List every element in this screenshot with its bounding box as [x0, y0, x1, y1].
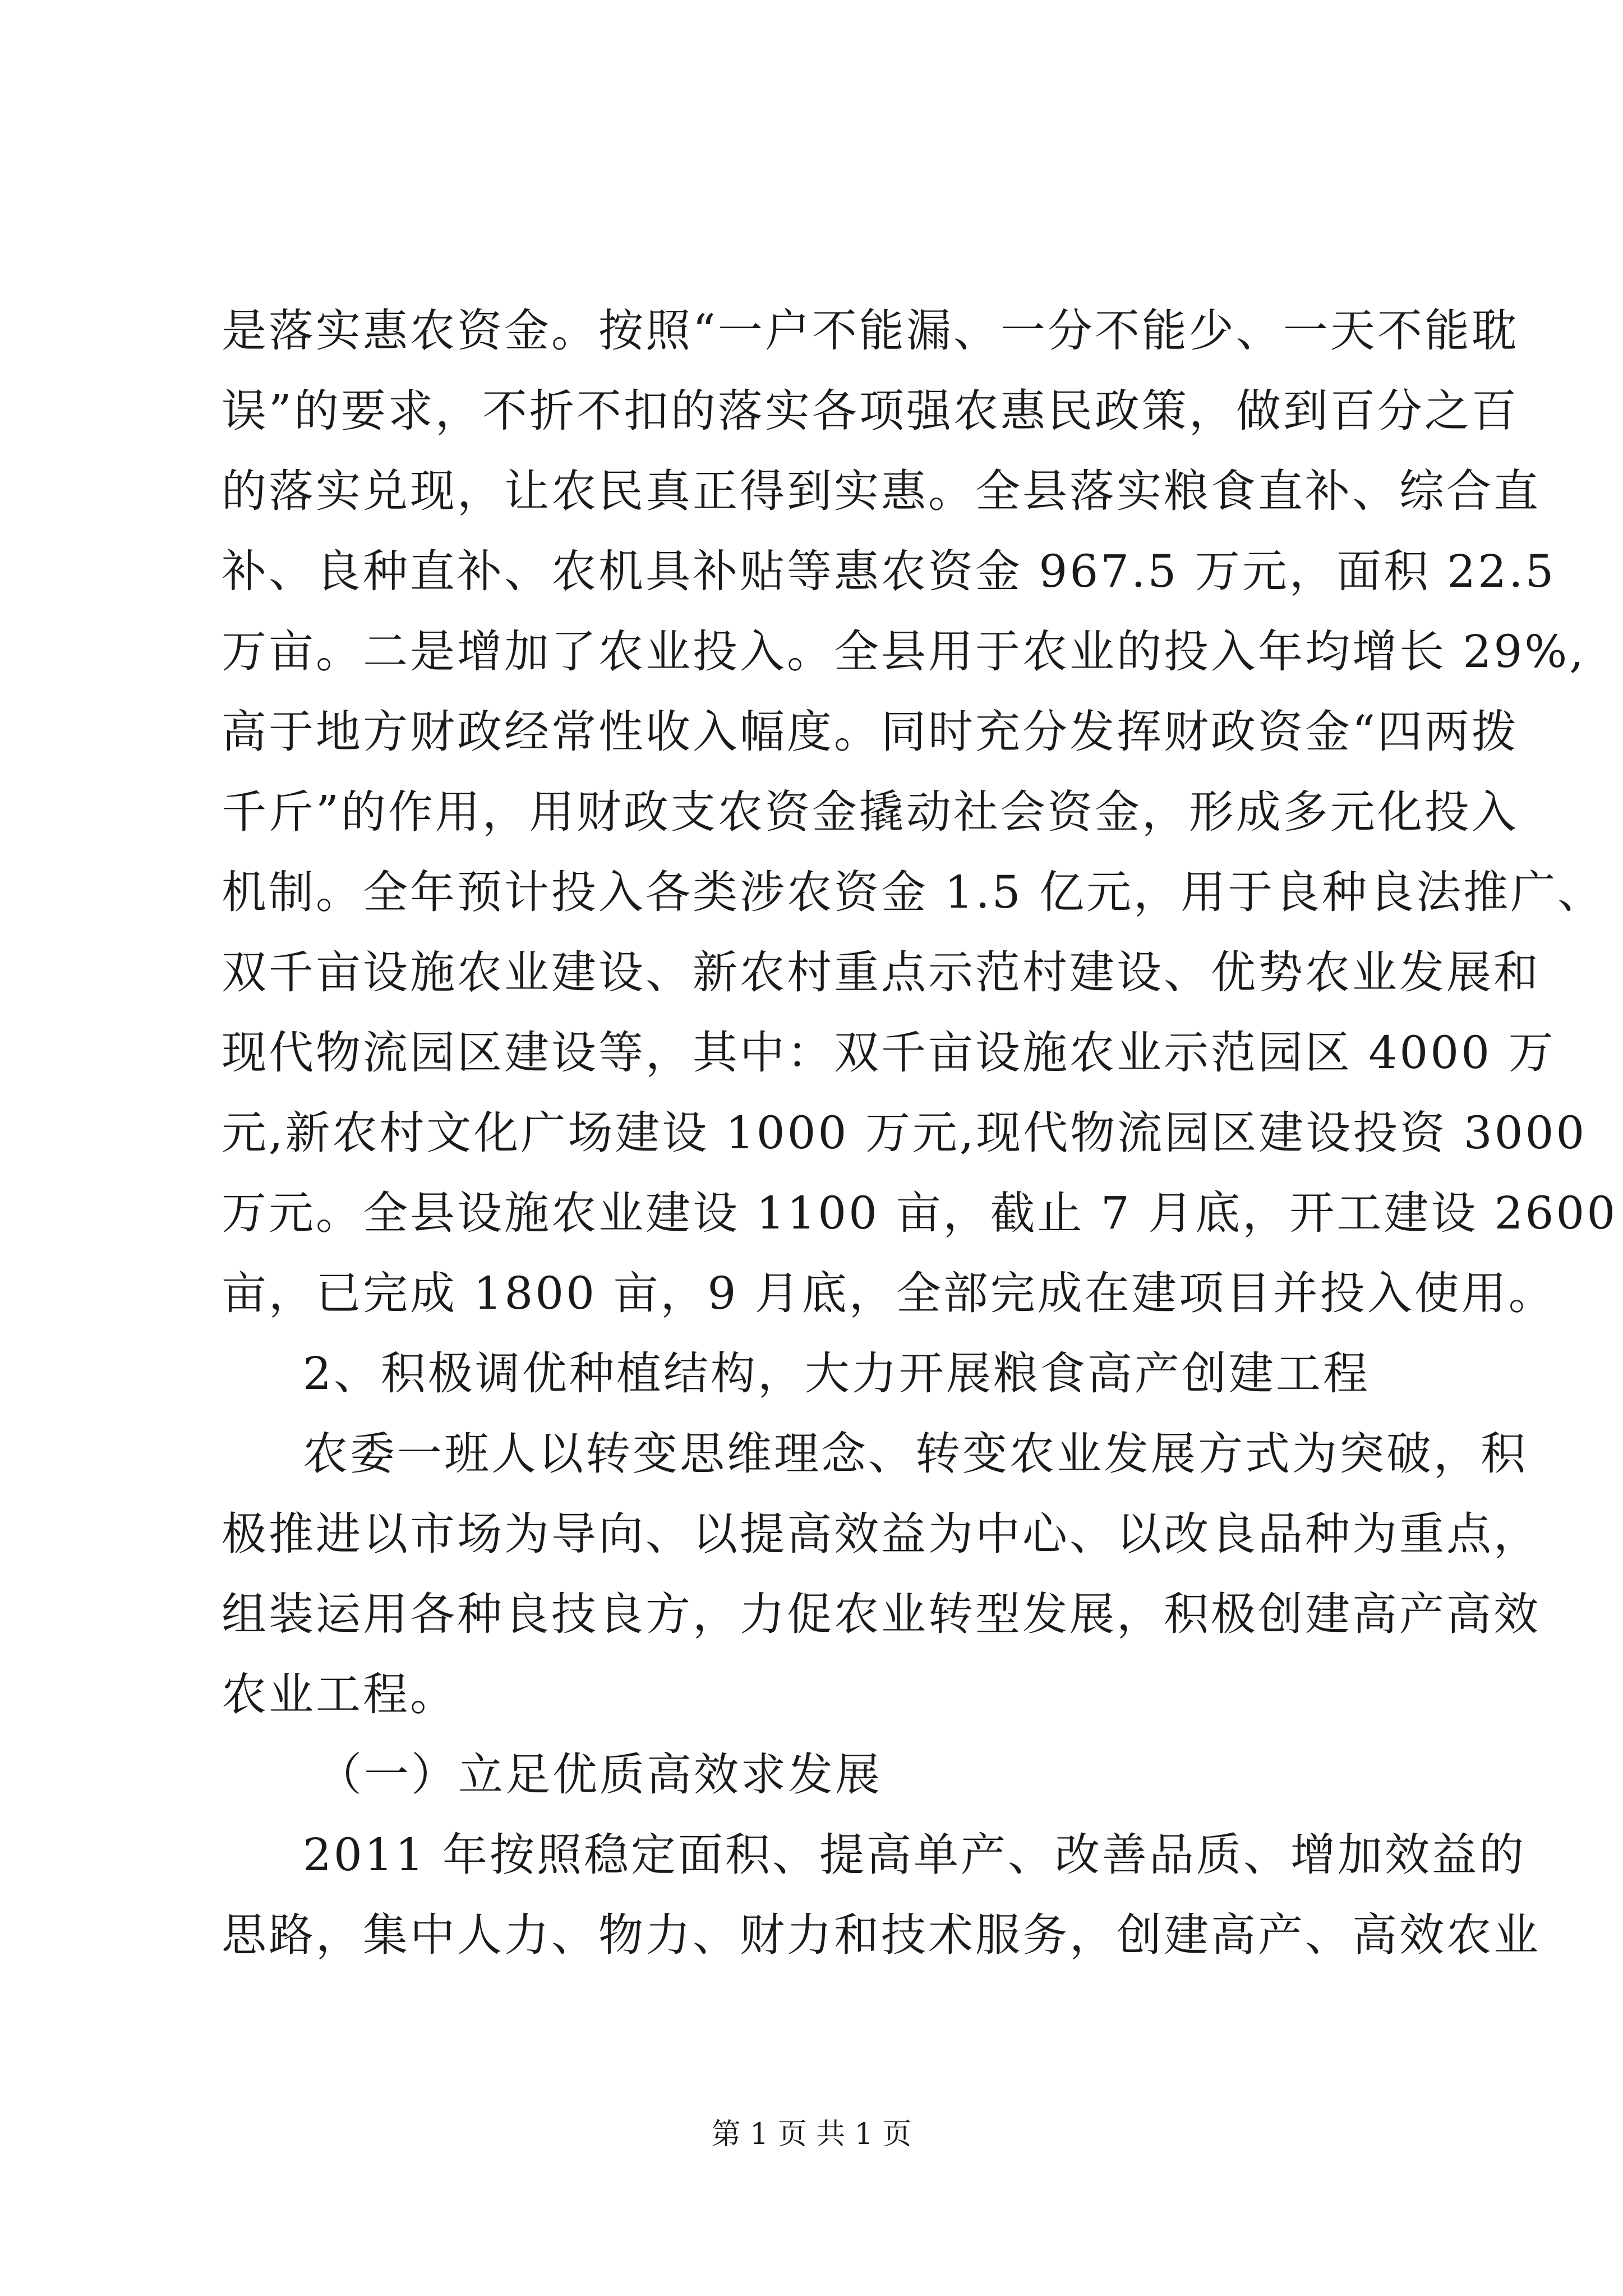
body-text-line: 机制。全年预计投入各类涉农资金 1.5 亿元，用于良种良法推广、 [222, 866, 1605, 918]
body-text-line: 是落实惠农资金。按照“一户不能漏、一分不能少、一天不能耽 [222, 305, 1519, 357]
body-text-line: 的落实兑现，让农民真正得到实惠。全县落实粮食直补、综合直 [222, 465, 1541, 517]
body-text-line: 万元。全县设施农业建设 1100 亩，截止 7 月底，开工建设 2600 [222, 1187, 1618, 1239]
body-text-line: 农委一班人以转变思维理念、转变农业发展方式为突破，积 [303, 1428, 1528, 1480]
body-text-line: 元,新农村文化广场建设 1000 万元,现代物流园区建设投资 3000 [222, 1107, 1587, 1159]
body-text-line: 千斤”的作用，用财政支农资金撬动社会资金，形成多元化投入 [222, 786, 1519, 838]
section-heading: 2、积极调优种植结构，大力开展粮食高产创建工程 [303, 1347, 1370, 1400]
body-text-line: 组装运用各种良技良方，力促农业转型发展，积极创建高产高效 [222, 1588, 1541, 1640]
body-text-line: 思路，集中人力、物力、财力和技术服务，创建高产、高效农业 [222, 1909, 1541, 1961]
subsection-heading: （一）立足优质高效求发展 [317, 1749, 882, 1801]
body-text-line: 双千亩设施农业建设、新农村重点示范村建设、优势农业发展和 [222, 946, 1541, 999]
body-text-line: 高于地方财政经常性收入幅度。同时充分发挥财政资金“四两拨 [222, 706, 1519, 758]
body-text-line: 亩，已完成 1800 亩，9 月底，全部完成在建项目并投入使用。 [222, 1267, 1556, 1319]
body-text-line: 极推进以市场为导向、以提高效益为中心、以改良品种为重点， [222, 1508, 1541, 1560]
body-text-line: 现代物流园区建设等，其中：双千亩设施农业示范园区 4000 万 [222, 1027, 1556, 1079]
body-text-line: 补、良种直补、农机具补贴等惠农资金 967.5 万元，面积 22.5 [222, 545, 1556, 597]
body-text-line: 农业工程。 [222, 1668, 457, 1720]
page-number-footer: 第 1 页 共 1 页 [711, 2118, 912, 2151]
body-text-line: 误”的要求，不折不扣的落实各项强农惠民政策，做到百分之百 [222, 385, 1519, 437]
body-text-line: 2011 年按照稳定面积、提高单产、改善品质、增加效益的 [303, 1829, 1527, 1881]
body-text-line: 万亩。二是增加了农业投入。全县用于农业的投入年均增长 29%, [222, 625, 1586, 678]
